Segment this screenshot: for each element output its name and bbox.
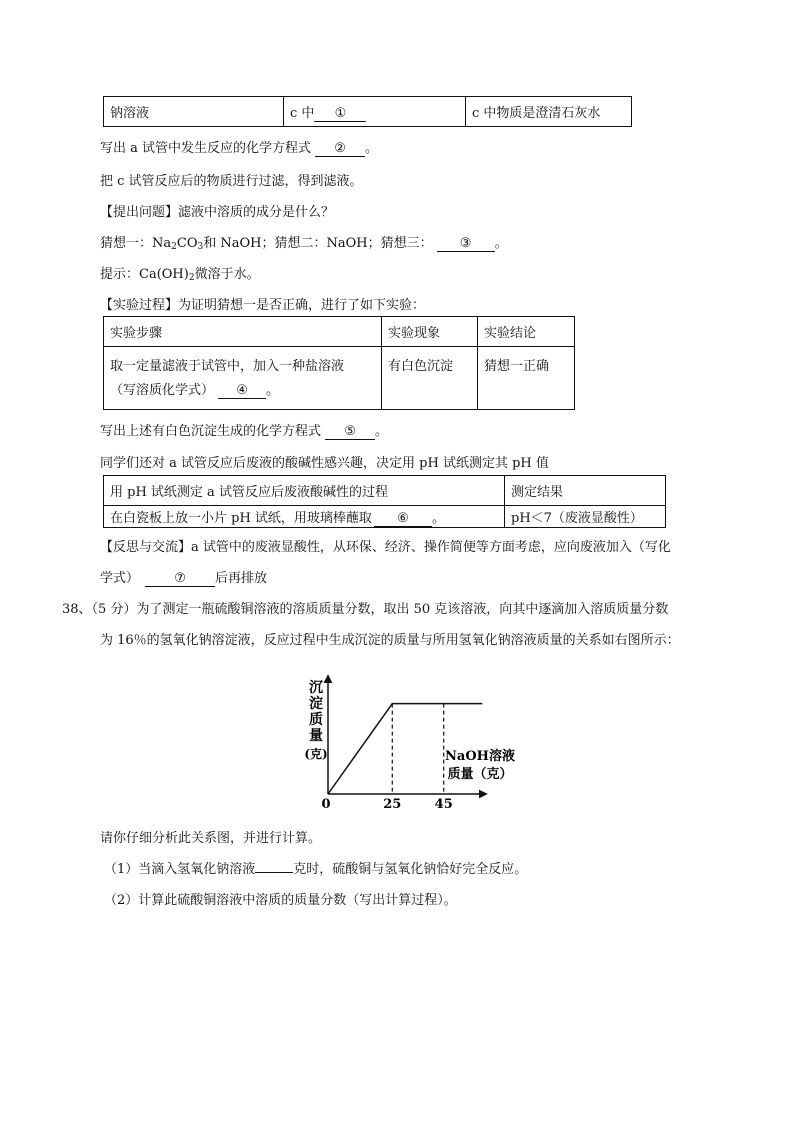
answer-blank-grams[interactable] (255, 872, 293, 873)
table-3 (103, 475, 666, 528)
x-label-line: 质量（克） (447, 767, 513, 782)
blank-3[interactable]: ③ (437, 236, 495, 252)
blank-4[interactable]: ④ (218, 383, 266, 399)
q38-line-1: 38、（5 分）为了测定一瓶硫酸铜溶液的溶质质量分数，取出 50 克该溶液，向其中逐滴加入溶质质量分数 (62, 602, 669, 617)
line-white-precipitate: 写出上述有白色沉淀生成的化学方程式 ⑤ 。 (100, 424, 389, 439)
reflect-line-2: 学式） ⑦ 后再排放 (100, 571, 268, 586)
blank-5[interactable]: ⑤ (325, 424, 375, 440)
table1-cell-2: c 中 ① (284, 97, 466, 127)
q38-line-2: 为 16％的氢氧化钠溶淀液，反应过程中生成沉淀的质量与所用氢氧化钠溶液质量的关系如右图所示： (100, 633, 680, 648)
origin-label: 0 (321, 797, 331, 810)
table-2 (103, 316, 575, 410)
table1-cell-3: c 中物质是澄清石灰水 (466, 97, 632, 127)
table2-header-steps: 实验步骤 (104, 317, 382, 347)
y-label-char: 质 (309, 712, 323, 728)
table2-cell-phenomenon: 有白色沉淀 (382, 347, 478, 410)
table-1 (103, 96, 632, 127)
q38-sub-2: （2）计算此硫酸铜溶液中溶质的质量分数（写出计算过程）。 (104, 893, 457, 908)
y-axis-label (304, 680, 327, 761)
line-ph: 同学们还对 a 试管反应后废液的酸碱性感兴趣，决定用 pH 试纸测定其 pH 值 (100, 456, 549, 471)
x-axis-label (445, 748, 515, 782)
blank-1[interactable]: ① (314, 106, 366, 122)
blank-6[interactable]: ⑥ (374, 511, 432, 527)
precipitate-chart (300, 668, 530, 810)
blank-7[interactable]: ⑦ (145, 571, 215, 587)
q38-analyze: 请你仔细分析此关系图，并进行计算。 (100, 831, 322, 846)
x-label-line: NaOH溶液 (445, 749, 515, 764)
guess-line: 猜想一：$Na_2CO_3$和 NaOH；猜想二：NaOH；猜想三： ③ 。 (100, 236, 508, 252)
y-label-char: 量 (309, 728, 323, 744)
table3-cell-result: pH＜7（废液显酸性） (505, 506, 666, 528)
blank-2[interactable]: ② (315, 141, 365, 157)
question-heading: 【提出问题】滤液中溶质的成分是什么？ (100, 205, 335, 220)
table3-header-process: 用 pH 试纸测定 a 试管反应后废液酸碱性的过程 (104, 476, 505, 506)
x-tick-label-45: 45 (434, 797, 453, 810)
q38-sub-1: （1）当滴入氢氧化钠溶液 克时，硫酸铜与氢氧化钠恰好完全反应。 (104, 862, 528, 877)
y-label-char: 淀 (309, 696, 323, 712)
line-filter: 把 c 试管反应后的物质进行过滤，得到滤液。 (100, 174, 363, 189)
process-heading: 【实验过程】为证明猜想一是否正确，进行了如下实验： (100, 298, 426, 313)
y-label-char: 沉 (309, 680, 323, 696)
table2-header-conclusion: 实验结论 (478, 317, 575, 347)
table3-header-result: 测定结果 (505, 476, 666, 506)
reflect-line-1: 【反思与交流】a 试管中的废液显酸性，从环保、经济、操作简便等方面考虑，应向废液加入（写化 (100, 540, 671, 555)
table3-cell-process: 在白瓷板上放一小片 pH 试纸，用玻璃棒蘸取 ⑥ 。 (104, 506, 505, 528)
table2-cell-conclusion: 猜想一正确 (478, 347, 575, 410)
table1-cell-1: 钠溶液 (104, 97, 284, 127)
table2-header-phenomenon: 实验现象 (382, 317, 478, 347)
line-a-equation: 写出 a 试管中发生反应的化学方程式 ② 。 (100, 141, 379, 156)
x-tick-label-25: 25 (383, 797, 402, 810)
hint-line: 提示：$Ca(OH)_2$微溶于水。 (100, 267, 260, 283)
table2-cell-steps: 取一定量滤液于试管中，加入一种盐溶液 （写溶质化学式） ④ 。 (104, 347, 382, 410)
y-label-char: (克) (304, 747, 328, 761)
